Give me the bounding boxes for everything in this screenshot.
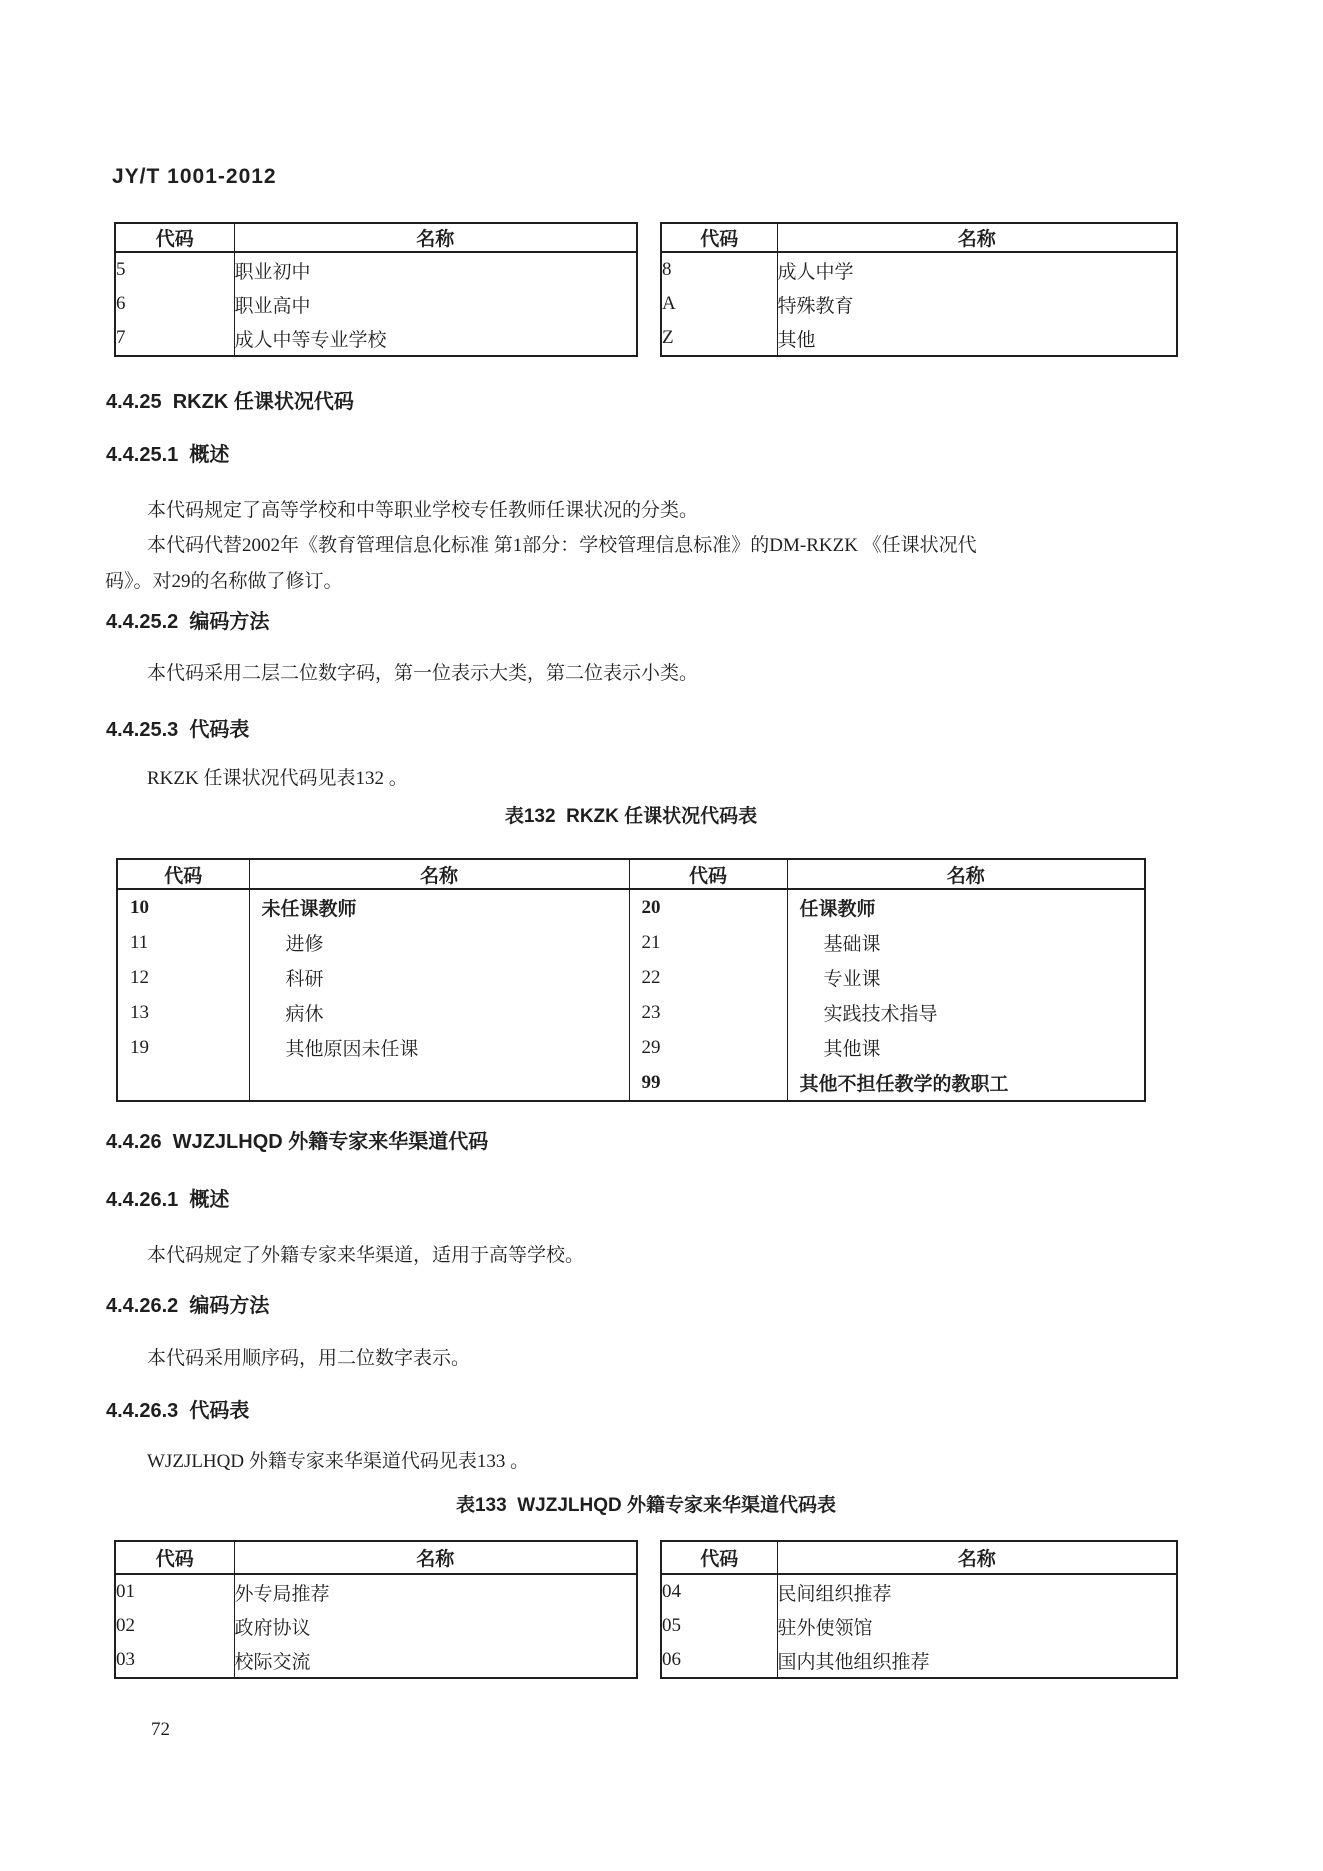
code-cell: 12 [130,966,149,988]
name-cell: 其他 [777,321,1177,356]
table-row [115,287,637,321]
name-cell: 民间组织推荐 [777,1574,1177,1609]
name-cell: 成人中学 [777,252,1177,287]
code-cell: 29 [629,1030,787,1065]
code-cell: 21 [629,925,787,960]
continuation-tables [114,222,1178,357]
table-133-left [114,1540,638,1679]
coding-method-paragraph: 本代码采用顺序码，用二位数字表示。 [147,1348,471,1369]
name-cell: 其他课 [787,1030,1145,1065]
name-cell: 校际交流 [234,1643,637,1678]
name-cell: 基础课 [787,925,1145,960]
subsection-heading-4-4-25-1: 4.4.25.1 概述 [106,444,230,466]
column-header-name: 名称 [777,1541,1177,1574]
name-cell: 实践技术指导 [787,995,1145,1030]
code-cell: 13 [130,1001,149,1023]
table-row [115,252,637,287]
table-133 [114,1540,1178,1679]
code-cell: 7 [116,327,126,348]
column-header-code: 代码 [629,859,787,889]
code-cell: A [662,293,676,314]
table-reference-paragraph: WJZJLHQD 外籍专家来华渠道代码见表133 。 [147,1451,530,1472]
code-cell: 5 [116,259,126,280]
column-header-code: 代码 [115,223,234,252]
continuation-table-right [660,222,1178,357]
subsection-heading-4-4-26-1: 4.4.26.1 概述 [106,1189,230,1211]
name-cell: 驻外使领馆 [777,1609,1177,1643]
code-cell: 19 [130,1036,149,1058]
name-cell: 职业初中 [234,252,637,287]
column-header-name: 名称 [787,859,1145,889]
section-heading-4-4-25: 4.4.25 RKZK 任课状况代码 [106,391,354,413]
table-row [661,252,1177,287]
table-row [115,1609,637,1643]
page-number: 72 [151,1719,170,1740]
column-header-code: 代码 [661,223,777,252]
code-cell: 06 [662,1649,681,1670]
overview-paragraph-2 [105,528,1178,600]
subsection-heading-4-4-26-2: 4.4.26.2 编码方法 [106,1295,270,1317]
column-header-code: 代码 [117,859,249,889]
table-row [661,287,1177,321]
table-reference-paragraph: RKZK 任课状况代码见表132 。 [147,768,408,789]
column-header-name: 名称 [249,859,629,889]
name-cell: 职业高中 [234,287,637,321]
name-cell: 科研 [249,960,629,995]
name-cell: 任课教师 [787,889,1145,925]
code-cell: 8 [662,259,672,280]
coding-method-paragraph: 本代码采用二层二位数字码，第一位表示大类，第二位表示小类。 [147,663,699,684]
column-header-name: 名称 [234,1541,637,1574]
column-header-name: 名称 [777,223,1177,252]
table-133-caption: 表133 WJZJLHQD 外籍专家来华渠道代码表 [455,1495,837,1516]
subsection-heading-4-4-26-3: 4.4.26.3 代码表 [106,1400,250,1422]
subsection-heading-4-4-25-3: 4.4.25.3 代码表 [106,719,250,741]
table-row [117,925,1145,960]
name-cell: 国内其他组织推荐 [777,1643,1177,1678]
overview-paragraph-1: 本代码规定了高等学校和中等职业学校专任教师任课状况的分类。 [147,500,699,521]
code-cell: 99 [629,1065,787,1101]
section-heading-4-4-26: 4.4.26 WJZJLHQD 外籍专家来华渠道代码 [106,1131,489,1153]
paragraph-line: 本代码代替2002年《教育管理信息化标准 第1部分：学校管理信息标准》的DM-RKZK 《任课状况代 [147,535,977,556]
name-cell: 其他不担任教学的教职工 [787,1065,1145,1101]
name-cell: 病休 [249,995,629,1030]
name-cell: 政府协议 [234,1609,637,1643]
table-row [115,1574,637,1609]
table-row [661,1643,1177,1678]
name-cell: 外专局推荐 [234,1574,637,1609]
paragraph-line: 码》。对29的名称做了修订。 [105,571,343,592]
code-cell: 23 [629,995,787,1030]
code-cell: Z [662,327,674,348]
standard-code: JY/T 1001-2012 [112,165,277,188]
table-132 [116,858,1146,1102]
table-row [115,1643,637,1678]
table-row [661,1574,1177,1609]
table-row [115,321,637,356]
code-cell: 20 [629,889,787,925]
overview-paragraph: 本代码规定了外籍专家来华渠道，适用于高等学校。 [147,1245,585,1266]
subsection-heading-4-4-25-2: 4.4.25.2 编码方法 [106,611,270,633]
name-cell: 进修 [249,925,629,960]
name-cell [249,1065,629,1101]
code-cell: 22 [629,960,787,995]
column-header-code: 代码 [115,1541,234,1574]
table-row [661,321,1177,356]
name-cell: 其他原因未任课 [249,1030,629,1065]
table-132-caption: 表132 RKZK 任课状况代码表 [504,806,758,827]
code-cell [117,1065,249,1101]
table-row [117,995,1145,1030]
code-cell: 11 [130,931,149,953]
table-row [117,889,1145,925]
column-header-name: 名称 [234,223,637,252]
column-header-code: 代码 [661,1541,777,1574]
table-row [117,1030,1145,1065]
name-cell: 未任课教师 [249,889,629,925]
code-cell: 04 [662,1581,681,1602]
code-cell: 03 [116,1649,135,1670]
table-row [117,960,1145,995]
code-cell: 01 [116,1581,135,1602]
code-cell: 6 [116,293,126,314]
table-row [117,1065,1145,1101]
name-cell: 成人中等专业学校 [234,321,637,356]
code-cell: 02 [116,1615,135,1636]
table-row [661,1609,1177,1643]
name-cell: 特殊教育 [777,287,1177,321]
table-133-right [660,1540,1178,1679]
code-cell: 10 [130,896,149,918]
code-cell: 05 [662,1615,681,1636]
name-cell: 专业课 [787,960,1145,995]
continuation-table-left [114,222,638,357]
